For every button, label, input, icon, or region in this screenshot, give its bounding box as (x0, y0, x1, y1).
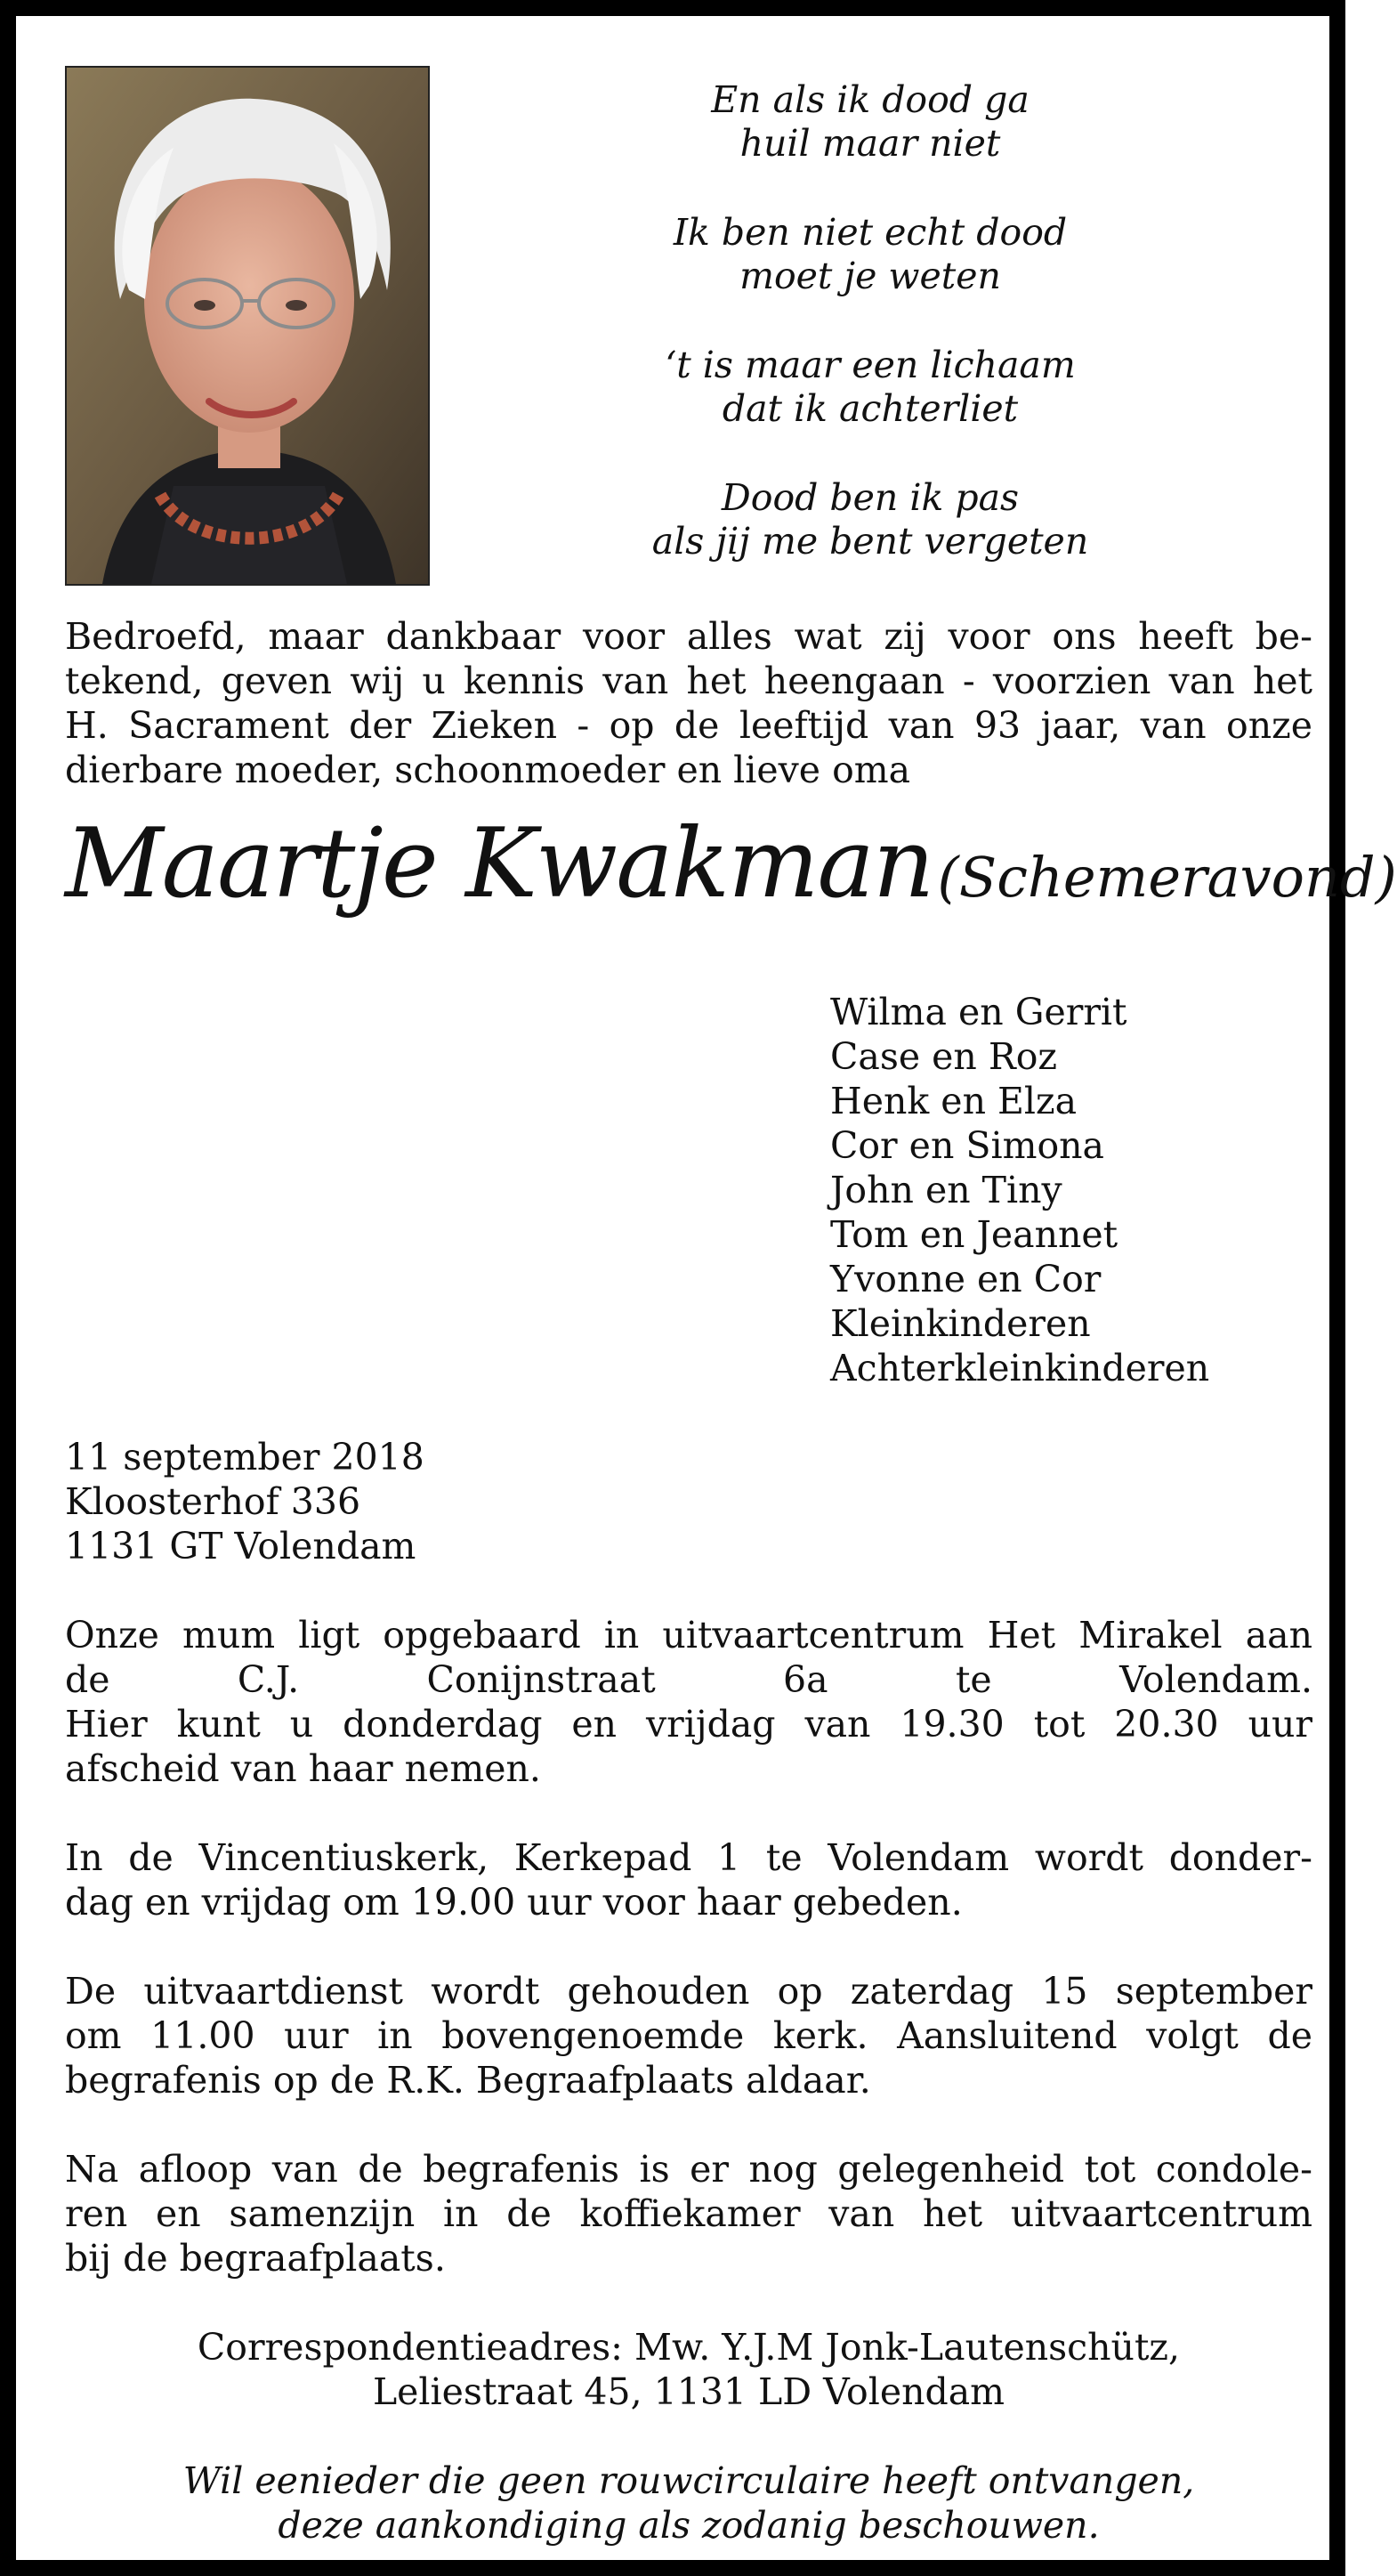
portrait-photo (65, 66, 430, 586)
date-and-address (65, 1435, 424, 1568)
paragraph-line: Onze mum ligt opgebaard in uitvaartcentrum Het Mirakel aan (65, 1614, 1312, 1657)
paragraph-line: ren en samenzijn in de koffiekamer van het uitvaartcentrum (65, 2192, 1312, 2235)
closing-line: deze aankondiging als zodanig beschouwen. (278, 2504, 1100, 2547)
paragraph-line: In de Vincentiuskerk, Kerkepad 1 te Volendam wordt donder- (65, 1836, 1312, 1879)
poem-line: ‘t is maar een lichaam (665, 344, 1076, 386)
paragraph-line: afscheid van haar nemen. (65, 1747, 541, 1790)
intro-text (65, 614, 1312, 792)
poem-line: dat ik achterliet (722, 387, 1019, 430)
poem-line: Ik ben niet echt dood (673, 211, 1068, 254)
poem-line: Dood ben ik pas (721, 476, 1020, 519)
poem-stanza (514, 476, 1226, 563)
deceased-full-name: Maartje Kwakman (65, 808, 933, 919)
family-member: Kleinkinderen (830, 1302, 1091, 1345)
paragraph-line: om 11.00 uur in bovengenoemde kerk. Aansluitend volgt de (65, 2014, 1312, 2057)
paragraph-line: De uitvaartdienst wordt gehouden op zaterdag 15 september (65, 1970, 1312, 2013)
family-member: Case en Roz (830, 1035, 1058, 1078)
intro-line: Bedroefd, maar dankbaar voor alles wat zij voor ons heeft be- (65, 615, 1312, 658)
closing-line: Wil eenieder die geen rouwcirculaire heeft ontvangen, (182, 2459, 1195, 2502)
poem-stanza (514, 211, 1226, 298)
intro-line: tekend, geven wij u kennis van het heengaan - voorzien van het (65, 660, 1312, 702)
city-line: 1131 GT Volendam (65, 1525, 416, 1567)
poem-line: En als ik dood ga (711, 78, 1030, 121)
paragraph-line: Hier kunt u donderdag en vrijdag van 19.30 tot 20.30 uur (65, 1703, 1312, 1746)
family-member: Wilma en Gerrit (830, 991, 1127, 1033)
intro-line: H. Sacrament der Zieken - op de leeftijd van 93 jaar, van onze (65, 704, 1312, 747)
correspondence-address (65, 2325, 1312, 2414)
street-line: Kloosterhof 336 (65, 1480, 361, 1523)
paragraph-line: begrafenis op de R.K. Begraafplaats aldaar. (65, 2059, 871, 2102)
poem-line: huil maar niet (739, 122, 1001, 165)
funeral-service-paragraph (65, 1969, 1312, 2102)
prayer-paragraph (65, 1835, 1312, 1924)
paragraph-line: de C.J. Conijnstraat 6a te Volendam. (65, 1658, 1312, 1701)
portrait-illustration (67, 68, 428, 584)
correspondence-line: Leliestraat 45, 1131 LD Volendam (372, 2370, 1005, 2413)
date-line: 11 september 2018 (65, 1436, 424, 1478)
family-member: John en Tiny (830, 1169, 1062, 1211)
poem-stanza (514, 344, 1226, 431)
family-member: Yvonne en Cor (830, 1258, 1102, 1300)
family-member: Henk en Elza (830, 1080, 1078, 1122)
correspondence-line: Correspondentieadres: Mw. Y.J.M Jonk-Lautenschütz, (197, 2326, 1181, 2369)
family-member: Achterkleinkinderen (830, 1347, 1210, 1389)
paragraph-line: Na afloop van de begrafenis is er nog gelegenheid tot condole- (65, 2148, 1312, 2191)
laying-in-state-paragraph (65, 1613, 1312, 1791)
deceased-maiden-name: (Schemeravond) (937, 845, 1397, 910)
deceased-name (65, 808, 1397, 919)
intro-line: dierbare moeder, schoonmoeder en lieve oma (65, 749, 911, 791)
closing-note (65, 2459, 1312, 2548)
family-member: Tom en Jeannet (830, 1213, 1118, 1256)
poem (514, 78, 1226, 563)
condolence-paragraph (65, 2147, 1312, 2280)
family-list (830, 990, 1209, 1390)
paragraph-line: bij de begraafplaats. (65, 2237, 446, 2280)
poem-line: als jij me bent vergeten (651, 520, 1089, 563)
poem-stanza (514, 78, 1226, 166)
paragraph-line: dag en vrijdag om 19.00 uur voor haar gebeden. (65, 1881, 963, 1924)
family-member: Cor en Simona (830, 1124, 1105, 1167)
poem-line: moet je weten (739, 255, 1001, 297)
